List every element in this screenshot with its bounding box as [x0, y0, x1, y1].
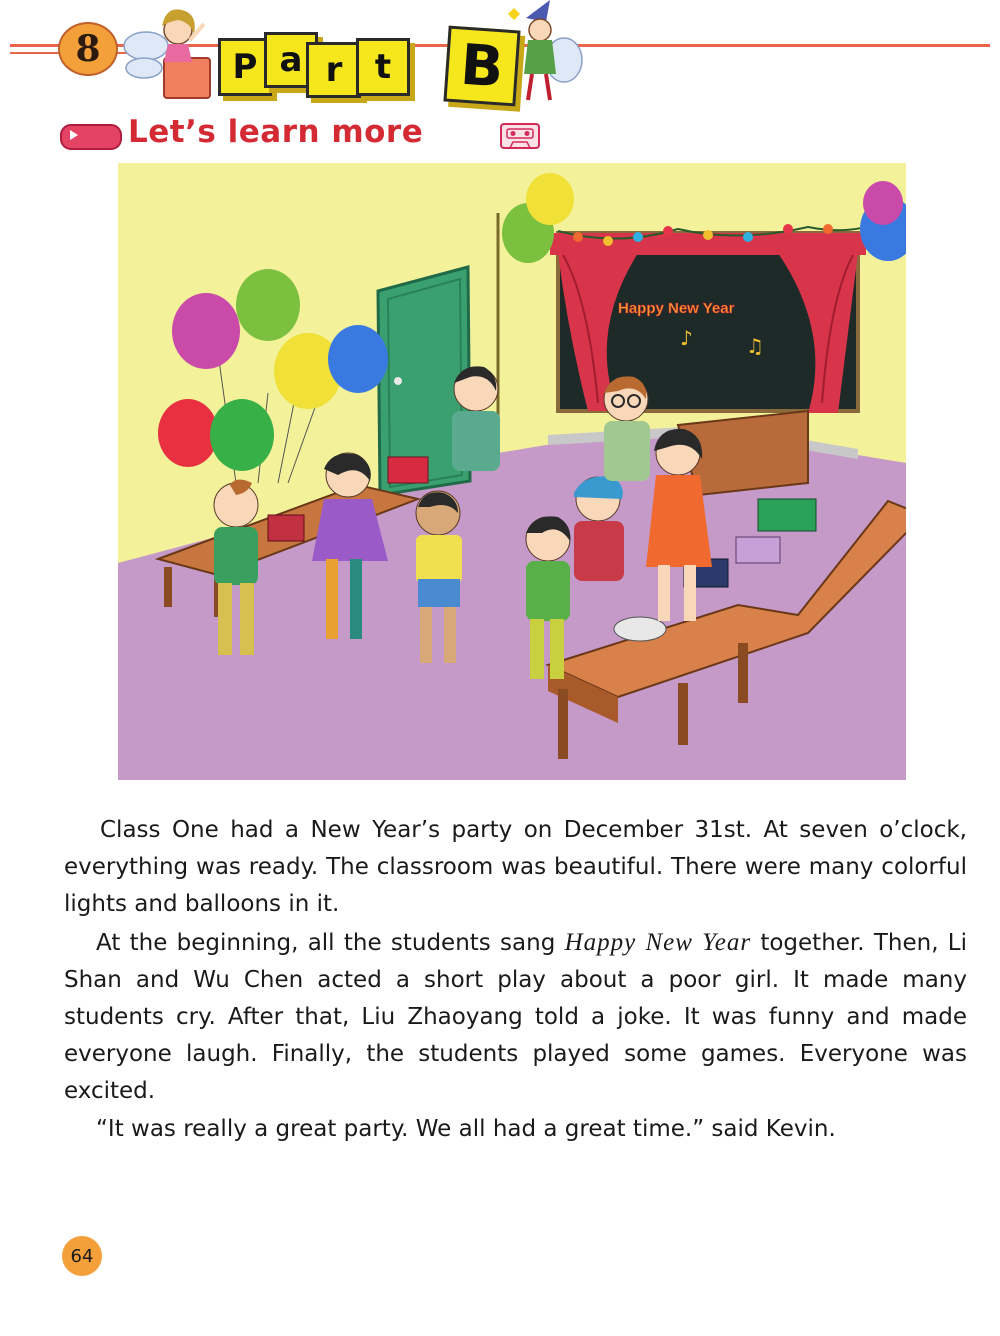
part-block-a: a: [264, 32, 318, 88]
part-block-r: r: [306, 42, 362, 98]
page-header: [0, 0, 1000, 150]
fairy-right-icon: [506, 0, 586, 110]
part-block-p: P: [218, 38, 272, 96]
fairy-left-icon: [118, 0, 218, 110]
svg-text:♫: ♫: [746, 334, 764, 358]
song-title: Happy New Year: [564, 928, 752, 956]
party-illustration: [118, 163, 906, 780]
part-block-b: B: [443, 26, 520, 107]
part-block-t: t: [356, 38, 410, 96]
page-number: 64: [62, 1236, 102, 1276]
paragraph-2-rest: together. Then, Li Shan and Wu Chen acted a short play about a poor girl. It made many students cry. After that, Liu Zhaoyang told a joke. It was funny and made everyone laugh. Finally, the students played some games. Everyone was excited.: [64, 929, 968, 1105]
board-text: Happy New Year: [618, 300, 735, 317]
paragraph-2-start: At the beginning, all the students sang: [96, 929, 556, 956]
cassette-tape-icon: [500, 123, 540, 149]
svg-text:♪: ♪: [680, 326, 693, 350]
story-text: [64, 812, 967, 1148]
unit-number-badge: 8: [58, 22, 118, 76]
story-paragraph-2: [64, 924, 967, 1111]
play-pill-icon: [60, 124, 122, 150]
story-paragraph-1: Class One had a New Year’s party on December 31st. At seven o’clock, everything was ready. The classroom was beautiful. There were many colorful lights and balloons in it.: [64, 817, 967, 918]
story-paragraph-3: “It was really a great party. We all had a great time.” said Kevin.: [96, 1115, 836, 1142]
section-title: Let’s learn more: [128, 114, 424, 150]
